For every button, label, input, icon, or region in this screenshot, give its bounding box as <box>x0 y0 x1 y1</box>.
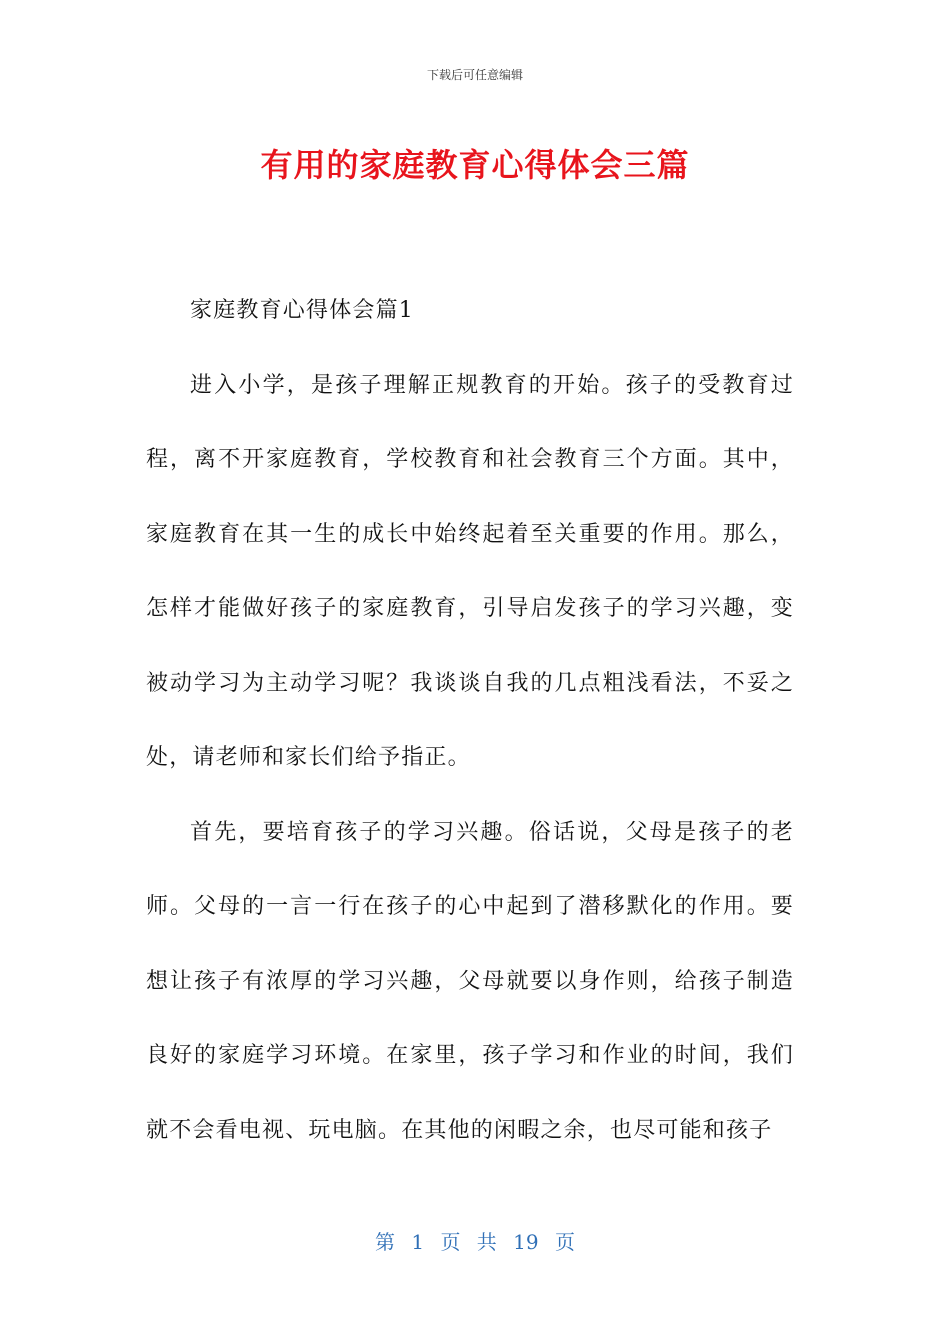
body-paragraph: 首先，要培育孩子的学习兴趣。俗话说，父母是孩子的老师。父母的一言一行在孩子的心中起到了潜移默化的作用。要想让孩子有浓厚的学习兴趣，父母就要以身作则，给孩子制造良好的家庭学习环境。在家里，孩子学习和作业的时间，我们就不会看电视、玩电脑。在其他的闲暇之余，也尽可能和孩子 <box>146 819 794 1143</box>
section-heading: 家庭教育心得体会篇1 <box>190 298 414 323</box>
document-body <box>146 274 794 1168</box>
body-paragraph: 进入小学，是孩子理解正规教育的开始。孩子的受教育过程，离不开家庭教育，学校教育和社会教育三个方面。其中，家庭教育在其一生的成长中始终起着至关重要的作用。那么，怎样才能做好孩子的家庭教育，引导启发孩子的学习兴趣，变被动学习为主动学习呢？我谈谈自我的几点粗浅看法，不妥之处，请老师和家长们给予指正。 <box>146 372 794 770</box>
header-note: 下载后可任意编辑 <box>426 68 523 82</box>
page-number: 第 1 页 共 19 页 <box>375 1230 575 1254</box>
document-title: 有用的家庭教育心得体会三篇 <box>260 146 690 184</box>
